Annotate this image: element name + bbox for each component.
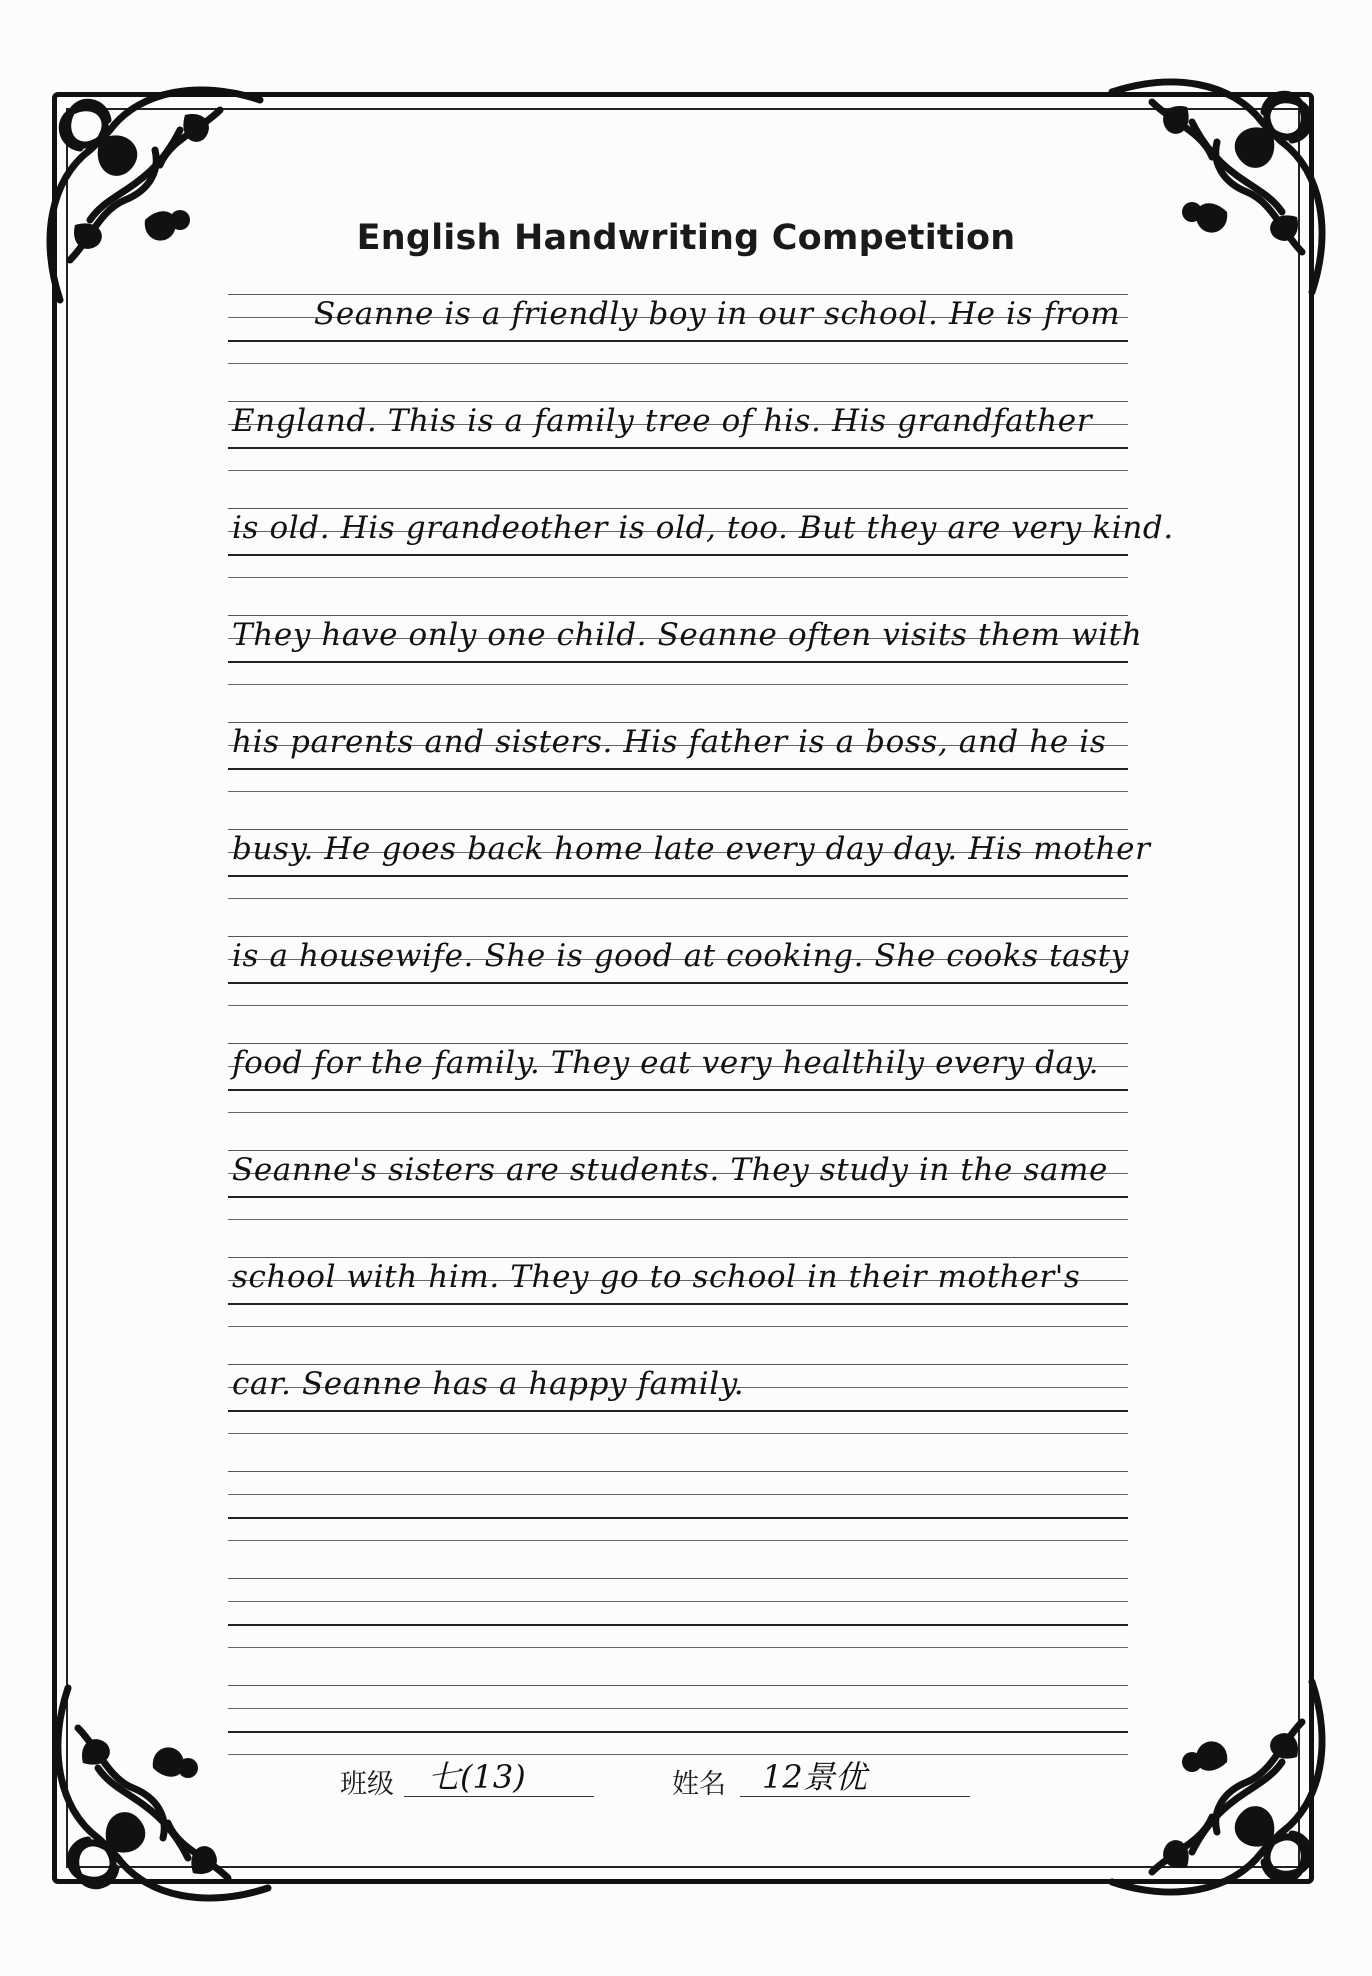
guide-rule <box>228 1708 1128 1709</box>
guide-rule <box>228 1150 1128 1151</box>
class-value: 七(13) <box>428 1758 526 1796</box>
name-underline <box>740 1796 970 1797</box>
name-value: 12景优 <box>762 1758 867 1796</box>
handwritten-text: is old. His grandeother is old, too. But they are very kind. <box>232 510 1174 546</box>
guide-rule <box>228 829 1128 830</box>
baseline-rule <box>228 661 1128 663</box>
baseline-rule <box>228 1517 1128 1519</box>
ornament-corner-top-right <box>1092 62 1342 312</box>
handwriting-line <box>228 280 1128 387</box>
baseline-rule <box>228 1089 1128 1091</box>
baseline-rule <box>228 1196 1128 1198</box>
handwriting-line <box>228 815 1151 922</box>
handwriting-line <box>228 1564 1128 1671</box>
guide-rule <box>228 684 1128 685</box>
guide-rule <box>228 1601 1128 1602</box>
guide-rule <box>228 294 1128 295</box>
guide-rule <box>228 898 1128 899</box>
guide-rule <box>228 1494 1128 1495</box>
class-underline <box>404 1796 594 1797</box>
handwritten-text: Seanne's sisters are students. They study in the same <box>232 1152 1108 1188</box>
guide-rule <box>228 1326 1128 1327</box>
guide-rule <box>228 615 1128 616</box>
guide-rule <box>228 936 1128 937</box>
baseline-rule <box>228 875 1128 877</box>
guide-rule <box>228 508 1128 509</box>
guide-rule <box>228 1685 1128 1686</box>
guide-rule <box>228 1578 1128 1579</box>
baseline-rule <box>228 982 1128 984</box>
student-info-footer <box>0 1752 1372 1812</box>
guide-rule <box>228 401 1128 402</box>
handwritten-text: his parents and sisters. His father is a boss, and he is <box>232 724 1107 760</box>
handwriting-line <box>228 494 1174 601</box>
guide-rule <box>228 722 1128 723</box>
handwriting-lines <box>228 280 1174 1778</box>
guide-rule <box>228 1112 1128 1113</box>
guide-rule <box>228 1005 1128 1006</box>
guide-rule <box>228 577 1128 578</box>
handwritten-text: busy. He goes back home late every day day. His mother <box>232 831 1151 867</box>
baseline-rule <box>228 1410 1128 1412</box>
handwriting-line <box>228 1457 1128 1564</box>
guide-rule <box>228 1540 1128 1541</box>
handwritten-text: food for the family. They eat very healthily every day. <box>232 1045 1100 1081</box>
guide-rule <box>228 1043 1128 1044</box>
handwriting-line <box>228 387 1128 494</box>
handwriting-line <box>228 708 1128 815</box>
guide-rule <box>228 1433 1128 1434</box>
guide-rule <box>228 791 1128 792</box>
guide-rule <box>228 363 1128 364</box>
handwriting-line <box>228 1350 1128 1457</box>
guide-rule <box>228 1257 1128 1258</box>
handwriting-line <box>228 1029 1128 1136</box>
baseline-rule <box>228 447 1128 449</box>
guide-rule <box>228 1364 1128 1365</box>
name-label: 姓名 <box>672 1769 726 1800</box>
guide-rule <box>228 1471 1128 1472</box>
class-label: 班级 <box>340 1769 394 1800</box>
handwritten-text: They have only one child. Seanne often visits them with <box>232 617 1143 653</box>
page-title: English Handwriting Competition <box>356 218 1016 258</box>
handwritten-text: is a housewife. She is good at cooking. She cooks tasty <box>232 938 1129 974</box>
handwritten-text: England. This is a family tree of his. His grandfather <box>232 403 1093 439</box>
handwritten-text: Seanne is a friendly boy in our school. He is from <box>314 296 1121 332</box>
baseline-rule <box>228 1303 1128 1305</box>
handwriting-line <box>228 922 1128 1029</box>
guide-rule <box>228 470 1128 471</box>
handwritten-text: school with him. They go to school in their mother's <box>232 1259 1081 1295</box>
baseline-rule <box>228 1731 1128 1733</box>
baseline-rule <box>228 340 1128 342</box>
handwriting-line <box>228 1243 1128 1350</box>
handwriting-line <box>228 1136 1128 1243</box>
baseline-rule <box>228 554 1128 556</box>
baseline-rule <box>228 1624 1128 1626</box>
baseline-rule <box>228 768 1128 770</box>
handwriting-line <box>228 601 1143 708</box>
guide-rule <box>228 1647 1128 1648</box>
guide-rule <box>228 1219 1128 1220</box>
handwritten-text: car. Seanne has a happy family. <box>232 1366 745 1402</box>
